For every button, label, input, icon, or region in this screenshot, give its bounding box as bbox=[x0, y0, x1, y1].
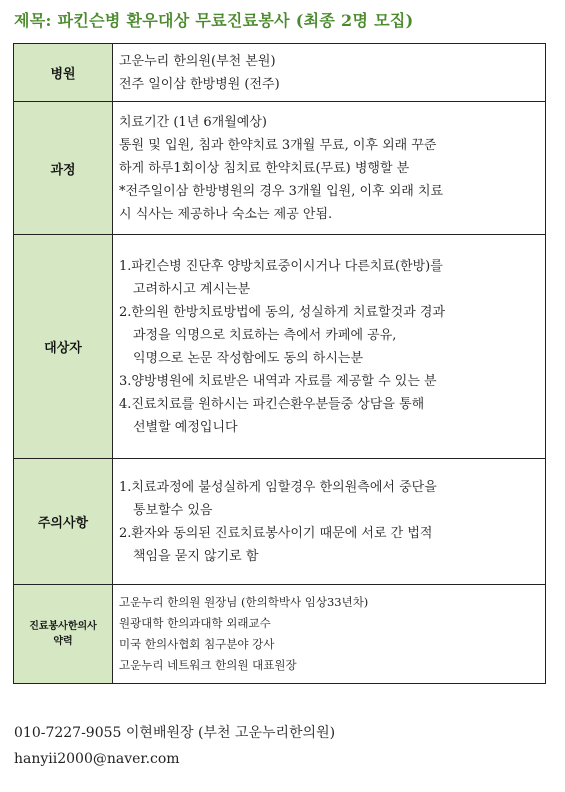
content-line: 통원 및 입원, 침과 한약치료 3개월 무료, 이후 외래 꾸준 bbox=[119, 137, 437, 153]
content-line: 고려하시고 계시는분 bbox=[133, 281, 251, 297]
content-line: 책임을 묻지 않기로 함 bbox=[133, 548, 259, 564]
row-content-target bbox=[113, 235, 546, 459]
content-line: 고운누리 한의원(부천 본원) bbox=[119, 53, 276, 69]
content-line: 과정을 익명으로 치료하는 측에서 카페에 공유, bbox=[133, 327, 397, 343]
table-row-caution bbox=[14, 459, 546, 585]
content-line: 통보할수 있음 bbox=[133, 502, 213, 518]
content-line: 4.진료치료를 원하시는 파킨슨환우분들중 상담을 통해 bbox=[119, 396, 425, 412]
contact-phone: 010-7227-9055 이현배원장 (부천 고운누리한의원) bbox=[14, 725, 336, 741]
row-content-process bbox=[113, 102, 546, 235]
row-label-target: 대상자 bbox=[14, 235, 113, 459]
content-line: 하게 하루1회이상 침치료 한약치료(무료) 병행할 분 bbox=[119, 160, 410, 176]
content-line: 2.한의원 한방치료방법에 동의, 성실하게 치료할것과 경과 bbox=[119, 304, 446, 320]
page-title: 제목: 파킨슨병 환우대상 무료진료봉사 (최종 2명 모집) bbox=[14, 11, 414, 30]
content-line: 원광대학 한의과대학 외래교수 bbox=[119, 616, 271, 630]
content-line: *전주일이삼 한방병원의 경우 3개월 입원, 이후 외래 치료 bbox=[119, 183, 444, 199]
content-line: 1.치료과정에 불성실하게 임할경우 한의원측에서 중단을 bbox=[119, 479, 437, 495]
content-line: 치료기간 (1년 6개월예상) bbox=[119, 114, 267, 130]
row-label-hospital: 병원 bbox=[14, 44, 113, 102]
content-line: 고운누리 한의원 원장님 (한의학박사 임상33년차) bbox=[119, 595, 369, 609]
contact-email[interactable]: hanyii2000@naver.com bbox=[14, 751, 180, 767]
row-label-doctor-line2: 약력 bbox=[53, 636, 73, 647]
content-line: 2.환자와 동의된 진료치료봉사이기 때문에 서로 간 법적 bbox=[119, 525, 433, 541]
row-content-hospital bbox=[113, 44, 546, 102]
content-line: 고운누리 네트워크 한의원 대표원장 bbox=[119, 658, 297, 672]
row-label-process: 과정 bbox=[14, 102, 113, 235]
content-line: 3.양방병원에 치료받은 내역과 자료를 제공할 수 있는 분 bbox=[119, 373, 437, 389]
row-content-caution bbox=[113, 459, 546, 585]
content-line: 익명으로 논문 작성함에도 동의 하시는분 bbox=[133, 350, 364, 366]
row-label-doctor bbox=[14, 585, 113, 684]
table-row-process bbox=[14, 102, 546, 235]
content-line: 미국 한의사협회 침구분야 강사 bbox=[119, 637, 275, 651]
content-line: 시 식사는 제공하나 숙소는 제공 안됨. bbox=[119, 206, 333, 222]
info-table bbox=[13, 43, 546, 684]
table-row-target bbox=[14, 235, 546, 459]
content-line: 전주 일이삼 한방병원 (전주) bbox=[119, 76, 280, 92]
content-line: 선별할 예정입니다 bbox=[133, 419, 238, 435]
row-content-doctor bbox=[113, 585, 546, 684]
table-row-hospital bbox=[14, 44, 546, 102]
table-row-doctor bbox=[14, 585, 546, 684]
content-line: 1.파킨슨병 진단후 양방치료중이시거나 다른치료(한방)를 bbox=[119, 258, 443, 274]
row-label-doctor-line1: 진료봉사한의사 bbox=[29, 621, 97, 632]
row-label-caution: 주의사항 bbox=[14, 459, 113, 585]
